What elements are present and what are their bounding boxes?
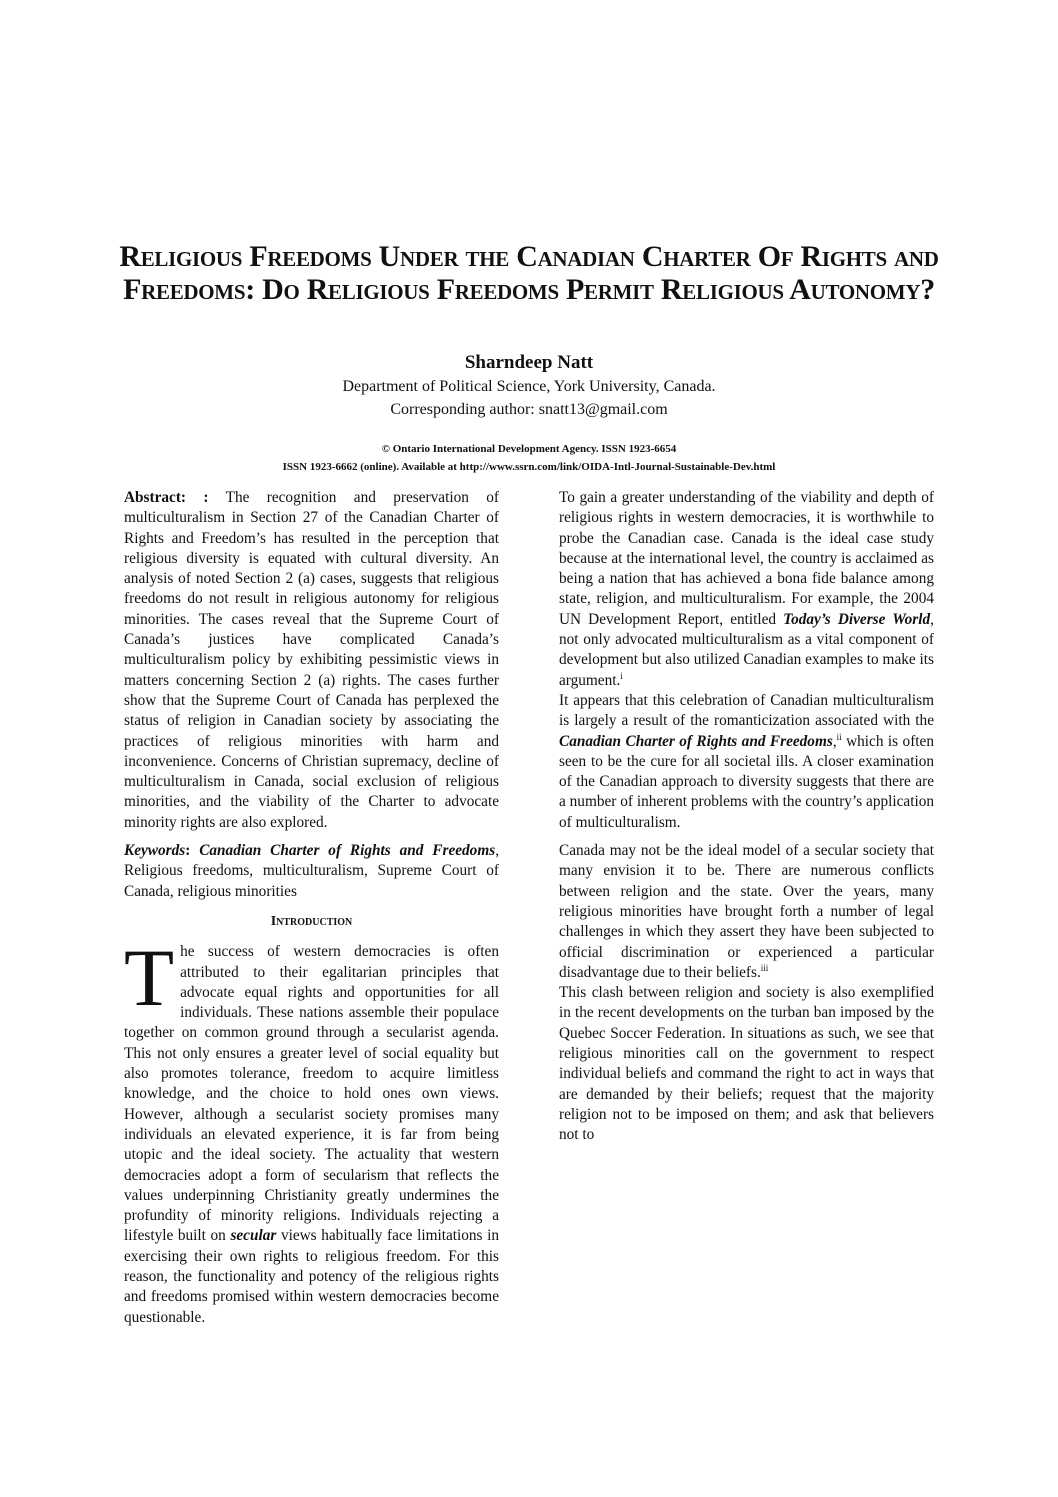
affiliation: Department of Political Science, York University, Canada. [342,378,716,395]
report-title: Today’s Diverse World [783,610,931,628]
abstract [124,488,499,833]
section-heading-introduction: Introduction [270,913,353,929]
footnote-ref[interactable]: ii [836,731,842,742]
issn-line: ISSN 1923-6662 (online). Available at http://www.ssrn.com/link/OIDA-Intl-Journal-Sustainable-Dev.html [282,461,776,473]
intro-paragraph-1: The success of western democracies is often attributed to their egalitarian principles that advocate equal rights and opportunities for all individuals. These nations assemble their populace together on common ground through a secularist agenda. This not only ensures a greater level of social equality but also promotes tolerance, freedom to acquire limitless knowledge, and the choice to hold ones own views. However, although a secularist society promises many individuals an elevated experience, it is far from being utopic and the ideal society. The actuality that western democracies adopt a form of secularism that reflects the values underpinning Christianity greatly undermines the profundity of minority religions. Individuals rejecting a lifestyle built on secular views habitually face limitations in exercising their own rights to religious freedom. For this reason, the functionality and potency of the religious rights and freedoms promised within western democracies become questionable. [124,932,500,1326]
abstract-label: Abstract: : [124,489,209,506]
keywords-rest: , Religious freedoms, multiculturalism, Supreme Court of Canada, religious minorities [124,842,500,900]
copyright-line: © Ontario International Development Agency. ISSN 1923-6654 [381,443,677,455]
charter-title: Canadian Charter of Rights and Freedoms [559,732,833,750]
intro-paragraph-4: Canada may not be the ideal model of a secular society that many envision it to be. There are numerous conflicts between religion and the state. Over the years, many religious minorities have brought forth a number of legal challenges in which they assert they have been subjected to official discrimination or experienced a particular disadvantage due to their beliefs.$^{iii}$ [559,842,934,981]
right-column [559,488,934,1146]
emphasis-secular: secular [230,1227,277,1245]
intro-paragraph-3: It appears that this celebration of Canadian multiculturalism is largely a result of the romanticization associated with the Canadian Charter of Rights and Freedoms,$^{ii}$ which is often seen to be the cure for all societal ills. A closer examination of the Canadian approach to diversity suggests that there are a number of inherent problems with the country’s application of multiculturalism. [559,691,934,831]
keywords-italic: Canadian Charter of Rights and Freedoms [199,842,496,860]
author-affiliation [0,375,1058,421]
copyright-block [0,440,1058,476]
drop-cap: T [124,932,175,1024]
abstract-text: The recognition and preservation of multiculturalism in Section 27 of the Canadian Charter of Rights and Freedom’s has resulted in the perception that religious diversity is equated with cultural diversity. An analysis of noted Section 2 (a) cases, suggests that religious freedoms do not result in religious autonomy for religious minorities. The cases reveal that the Supreme Court of Canada’s justices have complicated Canada’s multiculturalism policy by exhibiting pessimistic views in matters concerning Section 2 (a) rights. The cases further show that the Supreme Court of Canada has perplexed the status of religion in Canadian society by associating the practices of religious minorities with harm and inconvenience. Concerns of Christian supremacy, decline of multiculturalism in Canada, social exclusion of religious minorities, and the viability of the Charter to advocate minority rights are also explored. [124,489,499,831]
footnote-ref[interactable]: i [620,670,623,681]
keywords-label: Keywords [124,842,186,860]
left-column [124,488,499,1328]
footnote-ref[interactable]: iii [760,962,769,973]
intro-paragraph-5: This clash between religion and society is also exemplified in the recent developments on the turban ban imposed by the Quebec Soccer Federation. In situations as such, we see that religious minorities call on the government to respect individual beliefs and command the right to act in ways that are demanded by their beliefs; request that the majority religion not to be imposed on them; and ask that believers not to [559,984,934,1144]
keywords: Keywords: Canadian Charter of Rights and Freedoms, Religious freedoms, multiculturalism, Supreme Court of Canada, religious minorities [124,842,500,900]
intro-paragraph-2: To gain a greater understanding of the viability and depth of religious rights in western democracies, it is worthwhile to probe the Canadian case. Canada is the ideal case study because at the international level, the country is acclaimed as being a nation that has achieved a bona fide balance among state, religion, and multiculturalism. For example, the 2004 UN Development Report, entitled Today’s Diverse World, not only advocated multiculturalism as a vital component of development but also utilized Canadian examples to make its argument.$^i$ [559,489,934,689]
author-name: Sharndeep Natt [464,352,594,373]
paper-title: Religious Freedoms Under the Canadian Charter Of Rights and Freedoms: Do Religious Freedoms Permit Religious Autonomy? [119,240,939,306]
corresponding-author: Corresponding author: snatt13@gmail.com [390,401,668,418]
